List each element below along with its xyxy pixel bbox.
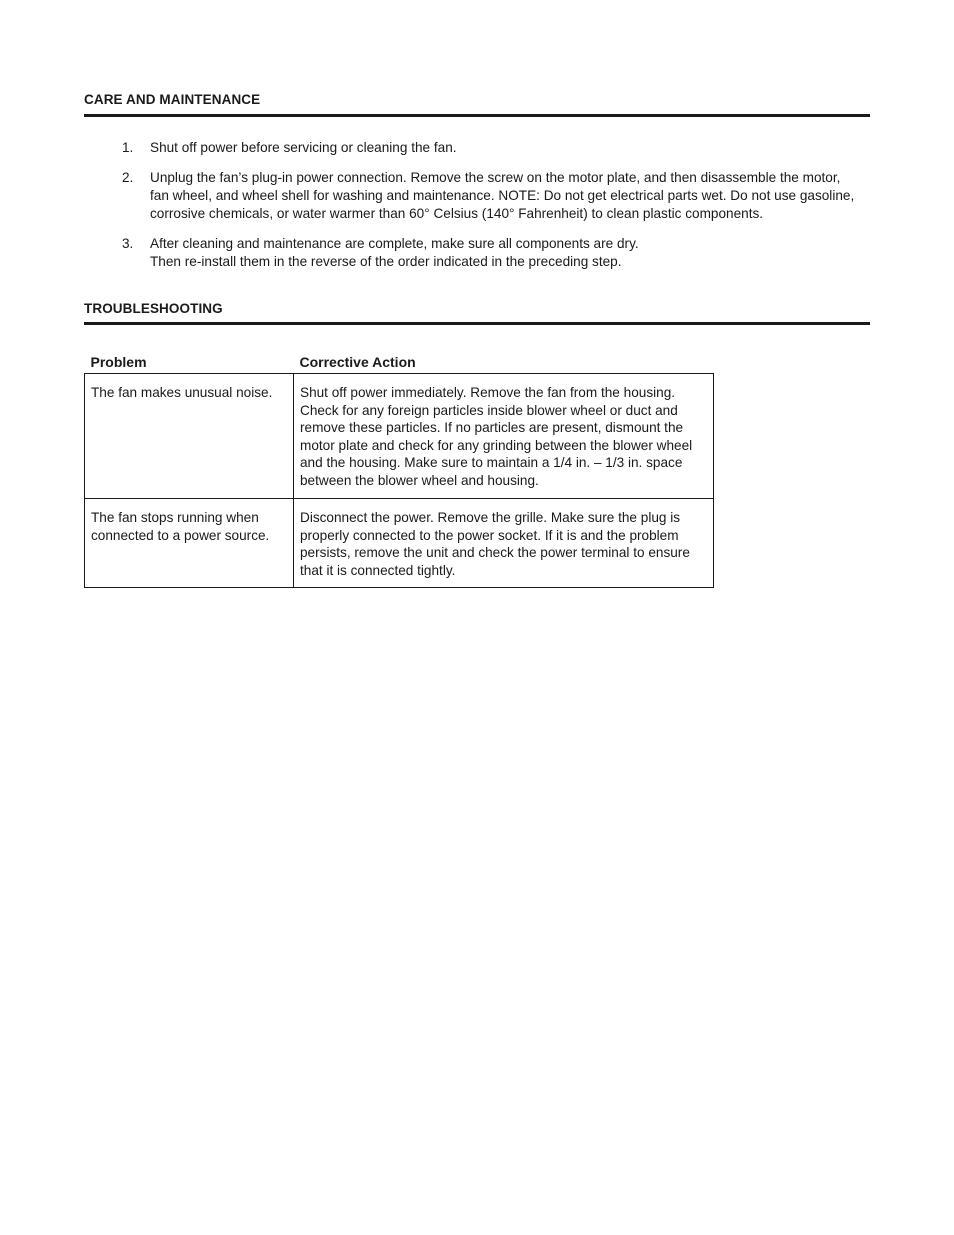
step-line: Then re-install them in the reverse of the order indicated in the preceding step. (150, 254, 622, 269)
cell-line: between the blower wheel and housing. (300, 472, 539, 488)
troubleshooting-table (84, 349, 714, 588)
cell-line: The fan makes unusual noise. (91, 385, 273, 400)
section-divider (84, 114, 870, 117)
maintenance-steps-list (122, 139, 872, 283)
table-row (85, 374, 714, 499)
step-number: 1. (122, 140, 134, 155)
step-text (150, 139, 872, 157)
step-line: fan wheel, and wheel shell for washing and maintenance. NOTE: Do not get electrical parts wet. Do not use gasoline, (150, 188, 855, 203)
cell-line: remove these particles. If no particles are present, dismount the (300, 420, 684, 435)
section-divider (84, 322, 870, 325)
cell-line: that it is connected tightly. (300, 562, 456, 578)
step-text (150, 235, 872, 271)
problem-cell (85, 374, 294, 499)
troubleshooting-heading: TROUBLESHOOTING (84, 301, 223, 316)
cell-line: and the housing. Make sure to maintain a 1/4 in. – 1/3 in. space (300, 455, 683, 470)
step-line: Unplug the fan’s plug-in power connection. Remove the screw on the motor plate, and then disassemble the motor, (150, 170, 841, 185)
cell-line: properly connected to the power socket. If it is and the problem (300, 527, 679, 543)
problem-cell (85, 499, 294, 588)
step-text (150, 169, 872, 223)
cell-line: Check for any foreign particles inside blower wheel or duct and (300, 402, 678, 418)
maintenance-step (122, 169, 872, 223)
cell-line: Disconnect the power. Remove the grille. Make sure the plug is (300, 510, 681, 525)
corrective-action-cell (294, 374, 714, 499)
table-row (85, 499, 714, 588)
step-line: Shut off power before servicing or cleaning the fan. (150, 140, 457, 155)
table-header-row (85, 349, 714, 374)
corrective-action-column-header: Corrective Action (299, 353, 416, 370)
step-number: 2. (122, 170, 134, 185)
cell-line: motor plate and check for any grinding between the blower wheel (300, 437, 693, 453)
step-number: 3. (122, 236, 134, 251)
step-line: corrosive chemicals, or water warmer than 60° Celsius (140° Fahrenheit) to clean plastic components. (150, 206, 764, 221)
cell-line: Shut off power immediately. Remove the fan from the housing. (300, 385, 676, 400)
maintenance-step (122, 139, 872, 157)
problem-column-header: Problem (90, 353, 147, 370)
cell-line: persists, remove the unit and check the power terminal to ensure (300, 545, 690, 560)
step-line: After cleaning and maintenance are complete, make sure all components are dry. (150, 236, 639, 251)
cell-line: connected to a power source. (91, 527, 270, 543)
cell-line: The fan stops running when (91, 510, 259, 525)
corrective-action-cell (294, 499, 714, 588)
maintenance-step (122, 235, 872, 271)
care-maintenance-heading: CARE AND MAINTENANCE (84, 92, 261, 107)
